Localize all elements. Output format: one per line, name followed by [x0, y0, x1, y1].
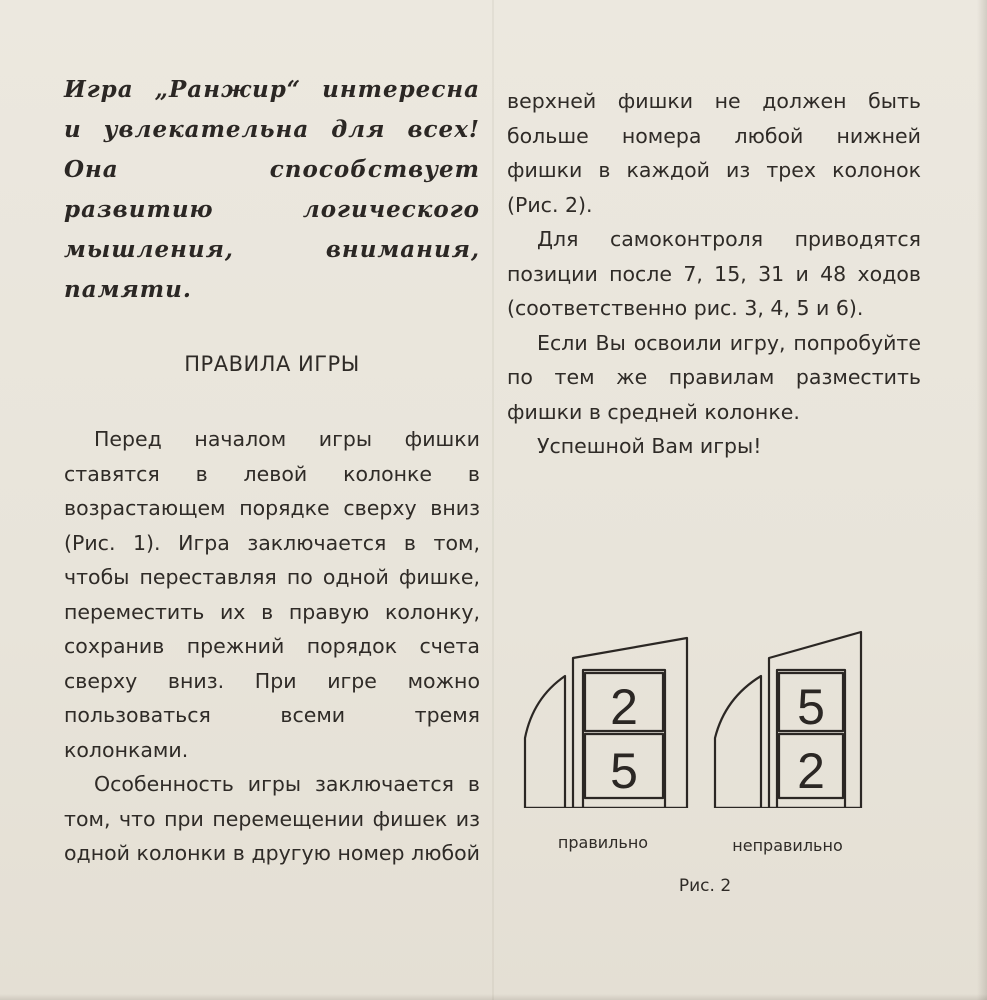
rules-paragraph-5: Если Вы освоили игру, попробуйте по тем же правилам разместить фишки в средней колонке. [507, 330, 921, 424]
intro-text: Игра „Ранжир“ интересна и увлекательна для всех! Она способствует развитию логического мышления, внимания, памяти. [64, 76, 480, 303]
left-column [64, 422, 480, 871]
paper-edge-bottom [0, 994, 987, 1000]
rules-heading: ПРАВИЛА ИГРЫ [184, 352, 360, 376]
rules-paragraph-4: Для самоконтроля приводятся позиции после 7, 15, 31 и 48 ходов (соответственно рис. 3, 4, 5 и 6). [507, 227, 921, 320]
correct-bottom-chip: 5 [610, 743, 638, 799]
page-fold [492, 0, 494, 1000]
figure-caption: Рис. 2 [678, 876, 732, 896]
correct-column-drawing [523, 638, 687, 808]
label-incorrect: неправильно [732, 836, 843, 855]
label-correct: правильно [557, 833, 649, 852]
correct-top-chip: 2 [610, 679, 638, 735]
rules-paragraph-3: верхней фишки не должен быть больше номера любой нижней фишки в каждой из трех колонок (Рис. 2). [507, 89, 921, 217]
paper-edge-right [977, 0, 987, 1000]
closing-wish: Успешной Вам игры! [537, 434, 762, 458]
figure-2-diagram [515, 628, 875, 808]
rules-paragraph-2: Особенность игры заключается в том, что при перемещении фишек из одной колонки в другую номер любой [64, 772, 480, 865]
incorrect-top-chip: 5 [797, 679, 825, 735]
rules-paragraph-1: Перед началом игры фишки ставятся в левой колонке в возрастающем порядке сверху вниз (Рис. 1). Игра заключается в том, чтобы переставляя по одной фишке, переместить их в правую колонку, сохранив прежний порядок счета сверху вниз. При игре можно пользоваться всеми тремя колонками. [64, 427, 480, 762]
incorrect-column-drawing [715, 632, 861, 808]
incorrect-bottom-chip: 2 [797, 743, 825, 799]
right-column [507, 84, 921, 464]
